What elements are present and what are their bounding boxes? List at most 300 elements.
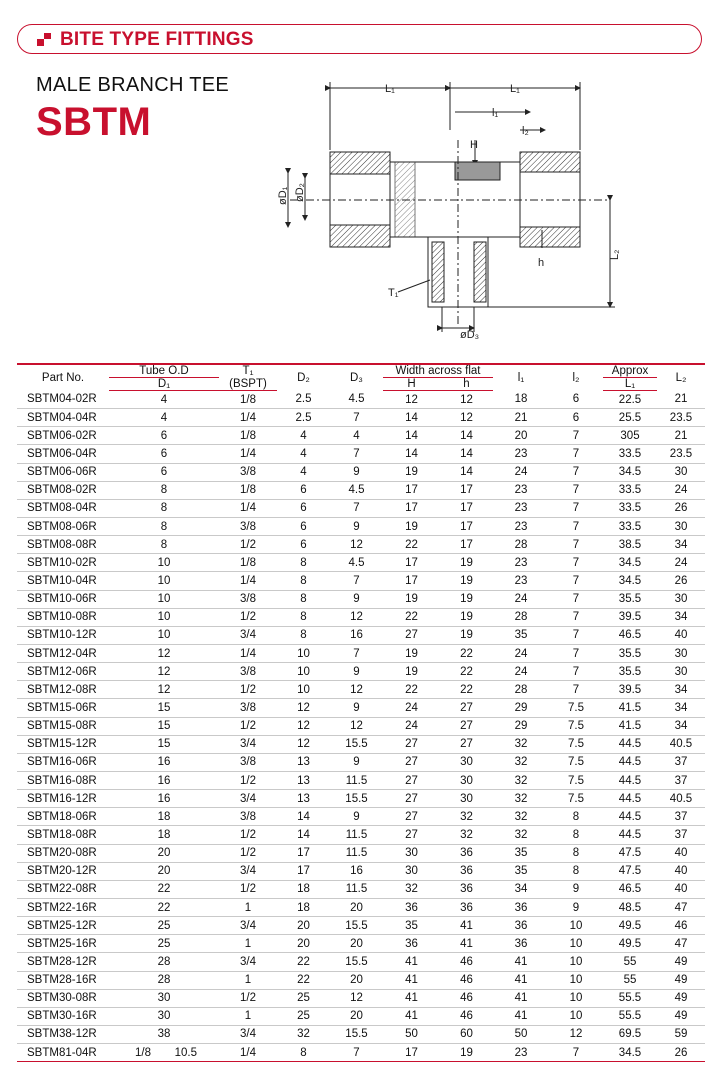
table-cell: 19 — [440, 608, 493, 626]
label-l2: l₂ — [522, 125, 529, 137]
table-cell: 4.5 — [330, 391, 383, 409]
table-cell: 38 — [109, 1025, 219, 1043]
table-cell: 32 — [493, 790, 549, 808]
table-cell: 7 — [549, 427, 603, 445]
table-cell: 3/8 — [219, 699, 277, 717]
table-row — [17, 771, 705, 789]
table-cell: 1/4 — [219, 499, 277, 517]
table-cell: 7 — [549, 445, 603, 463]
header-t1: T₁ — [242, 365, 254, 378]
table-cell — [109, 1044, 219, 1062]
table-cell: 18 — [277, 898, 330, 916]
table-cell: 3/8 — [219, 590, 277, 608]
header-bspt: (BSPT) — [219, 378, 277, 391]
table-cell: 7.5 — [549, 699, 603, 717]
table-cell-part: 10.5 — [174, 1046, 197, 1059]
table-cell: 7 — [549, 572, 603, 590]
table-row — [17, 808, 705, 826]
table-cell: 49.5 — [603, 935, 657, 953]
table-cell: 17 — [383, 554, 440, 572]
table-cell: SBTM06-02R — [17, 427, 109, 445]
table-cell: 12 — [277, 735, 330, 753]
table-cell-part: 1/8 — [135, 1046, 151, 1059]
table-row — [17, 699, 705, 717]
table-cell: SBTM28-16R — [17, 971, 109, 989]
table-cell: 8 — [549, 808, 603, 826]
table-cell: 24 — [493, 644, 549, 662]
table-cell: 36 — [440, 898, 493, 916]
table-row — [17, 880, 705, 898]
table-cell: 49 — [657, 953, 705, 971]
table-body — [17, 391, 705, 1062]
table-cell: 20 — [330, 898, 383, 916]
table-cell: 10 — [109, 608, 219, 626]
table-cell: SBTM08-06R — [17, 517, 109, 535]
table-cell: 19 — [440, 590, 493, 608]
table-cell: 7 — [549, 590, 603, 608]
table-cell: 7.5 — [549, 717, 603, 735]
table-cell: 1/8 — [219, 554, 277, 572]
table-cell: 47 — [657, 898, 705, 916]
table-cell: 30 — [383, 862, 440, 880]
table-cell: 30 — [657, 590, 705, 608]
table-cell: 36 — [440, 880, 493, 898]
table-cell: 7 — [549, 681, 603, 699]
table-cell: 24 — [493, 590, 549, 608]
table-cell: 7 — [549, 608, 603, 626]
table-row — [17, 862, 705, 880]
table-row — [17, 590, 705, 608]
table-cell: SBTM18-06R — [17, 808, 109, 826]
table-cell: 13 — [277, 790, 330, 808]
header-tube-od: Tube O.D — [109, 364, 219, 378]
table-cell: 17 — [440, 517, 493, 535]
table-cell: 12 — [109, 663, 219, 681]
table-cell: 33.5 — [603, 481, 657, 499]
table-cell: 12 — [109, 681, 219, 699]
table-cell: 17 — [277, 862, 330, 880]
table-row — [17, 898, 705, 916]
table-cell: 1/8 — [219, 427, 277, 445]
table-cell: 12 — [109, 644, 219, 662]
table-cell: 20 — [109, 862, 219, 880]
label-L1a: L₁ — [385, 83, 395, 95]
table-cell: SBTM10-06R — [17, 590, 109, 608]
table-cell: 7 — [330, 644, 383, 662]
label-H: H — [470, 139, 478, 151]
table-cell: 2.5 — [277, 409, 330, 427]
header-l2: l₂ — [572, 371, 580, 384]
table-cell: 41 — [383, 989, 440, 1007]
table-cell: 34 — [657, 699, 705, 717]
table-cell: 25 — [277, 1007, 330, 1025]
table-cell: 15.5 — [330, 1025, 383, 1043]
table-row — [17, 572, 705, 590]
table-cell: 47.5 — [603, 844, 657, 862]
table-cell: 10 — [109, 554, 219, 572]
table-cell: 24 — [383, 699, 440, 717]
table-cell: 22 — [109, 880, 219, 898]
table-cell: 34.5 — [603, 1044, 657, 1062]
table-cell: SBTM12-08R — [17, 681, 109, 699]
label-D2: øD₂ — [294, 183, 306, 202]
table-cell: 11.5 — [330, 771, 383, 789]
table-cell: 36 — [383, 898, 440, 916]
table-row — [17, 1044, 705, 1062]
table-cell: 37 — [657, 771, 705, 789]
table-cell: 41 — [493, 971, 549, 989]
table-cell: 8 — [109, 517, 219, 535]
table-cell: 17 — [440, 536, 493, 554]
table-cell: 30 — [657, 644, 705, 662]
table-cell: 6 — [277, 499, 330, 517]
table-cell: 1/2 — [219, 717, 277, 735]
table-cell: 14 — [277, 826, 330, 844]
square-logo-icon — [37, 33, 51, 47]
table-cell: 15.5 — [330, 790, 383, 808]
table-cell: 9 — [330, 590, 383, 608]
table-cell: 23 — [493, 481, 549, 499]
table-cell: 1/2 — [219, 681, 277, 699]
table-cell: 7 — [549, 517, 603, 535]
table-cell: 19 — [440, 554, 493, 572]
table-cell: 10 — [277, 681, 330, 699]
table-cell: 55 — [603, 971, 657, 989]
table-cell: 10 — [277, 663, 330, 681]
table-row — [17, 409, 705, 427]
banner-title: BITE TYPE FITTINGS — [60, 29, 254, 50]
table-cell: 50 — [383, 1025, 440, 1043]
table-cell: 22 — [383, 608, 440, 626]
table-row — [17, 427, 705, 445]
table-cell: 3/4 — [219, 790, 277, 808]
table-cell: 15.5 — [330, 953, 383, 971]
table-cell: 9 — [549, 880, 603, 898]
table-cell: 2.5 — [277, 391, 330, 409]
table-cell: 32 — [493, 826, 549, 844]
table-cell: 32 — [277, 1025, 330, 1043]
table-cell: 46.5 — [603, 626, 657, 644]
table-cell: 27 — [383, 735, 440, 753]
table-cell: 24 — [493, 663, 549, 681]
table-cell: 30 — [383, 844, 440, 862]
table-cell: 24 — [493, 463, 549, 481]
table-cell: 32 — [440, 808, 493, 826]
table-cell: 12 — [440, 391, 493, 409]
table-cell: 17 — [383, 572, 440, 590]
table-cell: 20 — [277, 935, 330, 953]
product-code: SBTM — [36, 100, 152, 144]
table-cell: SBTM30-16R — [17, 1007, 109, 1025]
table-cell: 22 — [277, 953, 330, 971]
table-row — [17, 735, 705, 753]
table-cell: 19 — [440, 572, 493, 590]
table-cell: 3/4 — [219, 917, 277, 935]
table-cell: 40 — [657, 844, 705, 862]
table-cell: 7 — [549, 663, 603, 681]
table-cell: 39.5 — [603, 608, 657, 626]
table-row — [17, 445, 705, 463]
table-cell: 20 — [330, 935, 383, 953]
table-cell: 12 — [330, 608, 383, 626]
label-D1: øD₁ — [277, 186, 289, 205]
table-cell: 13 — [277, 753, 330, 771]
table-row — [17, 663, 705, 681]
table-cell: 4 — [330, 427, 383, 445]
table-cell: SBTM16-12R — [17, 790, 109, 808]
table-cell: 37 — [657, 808, 705, 826]
table-cell: 7 — [549, 463, 603, 481]
table-cell: SBTM20-12R — [17, 862, 109, 880]
table-cell: 1/4 — [219, 409, 277, 427]
label-D3: øD₃ — [460, 329, 480, 341]
table-cell: SBTM20-08R — [17, 844, 109, 862]
table-cell: 1 — [219, 1007, 277, 1025]
table-cell: 1/2 — [219, 989, 277, 1007]
table-cell: 7 — [549, 626, 603, 644]
table-cell: 8 — [277, 572, 330, 590]
table-cell: 34 — [657, 536, 705, 554]
table-cell: 10 — [549, 935, 603, 953]
table-cell: 3/8 — [219, 808, 277, 826]
table-cell: 37 — [657, 753, 705, 771]
table-cell: 6 — [277, 536, 330, 554]
table-cell: 27 — [440, 699, 493, 717]
table-cell: SBTM22-16R — [17, 898, 109, 916]
table-cell: 34.5 — [603, 463, 657, 481]
table-cell: SBTM38-12R — [17, 1025, 109, 1043]
table-cell: SBTM28-12R — [17, 953, 109, 971]
table-cell: 27 — [383, 808, 440, 826]
table-cell: SBTM10-02R — [17, 554, 109, 572]
table-cell: 1/4 — [219, 1044, 277, 1062]
table-row — [17, 1025, 705, 1043]
table-cell: SBTM25-12R — [17, 917, 109, 935]
table-cell: SBTM16-06R — [17, 753, 109, 771]
table-cell: 41 — [493, 953, 549, 971]
table-cell: 37 — [657, 826, 705, 844]
table-cell: 12 — [549, 1025, 603, 1043]
table-cell: 23 — [493, 517, 549, 535]
table-cell: 10 — [549, 953, 603, 971]
header-L1: L₁ — [603, 378, 657, 391]
table-cell: 32 — [493, 808, 549, 826]
table-cell: 34 — [657, 608, 705, 626]
table-cell: 39.5 — [603, 681, 657, 699]
table-cell: 4 — [109, 391, 219, 409]
table-cell: SBTM15-06R — [17, 699, 109, 717]
specification-table — [17, 363, 705, 1062]
table-cell: 4 — [109, 409, 219, 427]
table-cell: 19 — [383, 644, 440, 662]
table-cell: SBTM06-06R — [17, 463, 109, 481]
table-cell: 1/2 — [219, 880, 277, 898]
table-cell: 27 — [383, 626, 440, 644]
table-cell: 14 — [440, 445, 493, 463]
table-cell: 1/2 — [219, 771, 277, 789]
table-cell: 28 — [109, 953, 219, 971]
table-cell: 25 — [109, 935, 219, 953]
header-l1: l₁ — [517, 371, 525, 384]
table-cell: 7 — [330, 409, 383, 427]
table-row — [17, 1007, 705, 1025]
table-cell: 7 — [549, 481, 603, 499]
table-cell: 41 — [493, 989, 549, 1007]
table-cell: 8 — [277, 626, 330, 644]
table-cell: 1/2 — [219, 844, 277, 862]
table-cell: 16 — [330, 862, 383, 880]
table-cell: 28 — [493, 608, 549, 626]
table-cell: SBTM08-02R — [17, 481, 109, 499]
table-cell: 49 — [657, 989, 705, 1007]
table-cell: 23.5 — [657, 409, 705, 427]
table-cell: 22.5 — [603, 391, 657, 409]
table-row — [17, 935, 705, 953]
table-cell: 35 — [493, 844, 549, 862]
table-cell: SBTM15-08R — [17, 717, 109, 735]
table-cell: 55.5 — [603, 989, 657, 1007]
table-cell: 18 — [493, 391, 549, 409]
table-cell: 22 — [440, 681, 493, 699]
table-cell: 41.5 — [603, 699, 657, 717]
table-cell: 34.5 — [603, 572, 657, 590]
table-cell: 20 — [330, 971, 383, 989]
table-cell: 44.5 — [603, 735, 657, 753]
table-cell: 8 — [109, 481, 219, 499]
table-cell: 22 — [440, 644, 493, 662]
table-cell: 40 — [657, 862, 705, 880]
table-cell: 19 — [440, 1044, 493, 1062]
table-row — [17, 463, 705, 481]
label-l1: l₁ — [492, 107, 499, 119]
table-row — [17, 790, 705, 808]
table-cell: 40 — [657, 880, 705, 898]
table-cell: SBTM16-08R — [17, 771, 109, 789]
table-cell: 34 — [657, 681, 705, 699]
table-cell: 1 — [219, 971, 277, 989]
table-cell: 21 — [657, 427, 705, 445]
table-row — [17, 989, 705, 1007]
table-cell: 47 — [657, 935, 705, 953]
table-cell: 9 — [330, 699, 383, 717]
table-cell: 6 — [277, 517, 330, 535]
table-cell: 41.5 — [603, 717, 657, 735]
table-cell: 36 — [493, 935, 549, 953]
table-cell: 36 — [493, 917, 549, 935]
table-cell: 44.5 — [603, 826, 657, 844]
table-cell: 44.5 — [603, 753, 657, 771]
table-cell: 17 — [383, 499, 440, 517]
table-cell: 1/8 — [219, 391, 277, 409]
table-cell: 30 — [657, 463, 705, 481]
table-cell: 22 — [109, 898, 219, 916]
table-cell: SBTM12-06R — [17, 663, 109, 681]
table-cell: 14 — [383, 427, 440, 445]
table-cell: 46 — [440, 953, 493, 971]
header-d1: D₁ — [109, 378, 219, 391]
table-cell: 7 — [330, 445, 383, 463]
table-cell: 29 — [493, 717, 549, 735]
table-cell: 1/2 — [219, 608, 277, 626]
table-cell: 1/4 — [219, 644, 277, 662]
table-cell: 32 — [440, 826, 493, 844]
table-cell: 3/8 — [219, 463, 277, 481]
table-cell: 15.5 — [330, 917, 383, 935]
table-cell: 33.5 — [603, 499, 657, 517]
table-cell: 49.5 — [603, 917, 657, 935]
table-cell: 27 — [383, 826, 440, 844]
table-cell: 8 — [109, 536, 219, 554]
table-cell: SBTM12-04R — [17, 644, 109, 662]
table-cell: 41 — [440, 935, 493, 953]
table-cell: 35.5 — [603, 590, 657, 608]
table-cell: 18 — [109, 808, 219, 826]
table-cell: 22 — [383, 536, 440, 554]
table-cell: 1 — [219, 898, 277, 916]
table-cell: 10 — [109, 626, 219, 644]
table-cell: 12 — [330, 717, 383, 735]
table-cell: 9 — [549, 898, 603, 916]
table-cell: 4.5 — [330, 481, 383, 499]
table-cell: 30 — [109, 989, 219, 1007]
table-cell: 35 — [493, 626, 549, 644]
table-cell: 41 — [383, 971, 440, 989]
table-row — [17, 953, 705, 971]
table-cell: 49 — [657, 1007, 705, 1025]
table-cell: 8 — [277, 1044, 330, 1062]
table-cell: 1/2 — [219, 826, 277, 844]
table-cell: 1/4 — [219, 445, 277, 463]
table-cell: 23 — [493, 554, 549, 572]
table-cell: 35 — [493, 862, 549, 880]
table-cell: 10 — [549, 971, 603, 989]
table-cell: 7.5 — [549, 790, 603, 808]
table-cell: 6 — [109, 463, 219, 481]
table-cell: 46.5 — [603, 880, 657, 898]
table-cell: 8 — [109, 499, 219, 517]
table-cell: 26 — [657, 499, 705, 517]
table-cell: 1 — [219, 935, 277, 953]
table-cell: 22 — [440, 663, 493, 681]
table-cell: 23.5 — [657, 445, 705, 463]
table-cell: 12 — [440, 409, 493, 427]
table-cell: 17 — [383, 481, 440, 499]
table-cell: SBTM22-08R — [17, 880, 109, 898]
table-cell: 3/4 — [219, 1025, 277, 1043]
table-cell: 7.5 — [549, 735, 603, 753]
table-cell: SBTM30-08R — [17, 989, 109, 1007]
table-row — [17, 391, 705, 409]
table-cell: 8 — [549, 862, 603, 880]
table-row — [17, 536, 705, 554]
table-cell: 16 — [109, 753, 219, 771]
table-cell: 20 — [277, 917, 330, 935]
table-cell: 12 — [277, 717, 330, 735]
table-cell: SBTM15-12R — [17, 735, 109, 753]
table-cell: 40 — [657, 626, 705, 644]
table-cell: SBTM08-04R — [17, 499, 109, 517]
table-cell: 7 — [330, 572, 383, 590]
table-cell: SBTM81-04R — [17, 1044, 109, 1062]
header-approx: Approx — [603, 364, 657, 378]
table-cell: 6 — [109, 427, 219, 445]
table-cell: 18 — [277, 880, 330, 898]
table-cell: 10 — [277, 644, 330, 662]
table-cell: 3/4 — [219, 953, 277, 971]
table-cell: 49 — [657, 971, 705, 989]
table-row — [17, 717, 705, 735]
table-cell: 305 — [603, 427, 657, 445]
